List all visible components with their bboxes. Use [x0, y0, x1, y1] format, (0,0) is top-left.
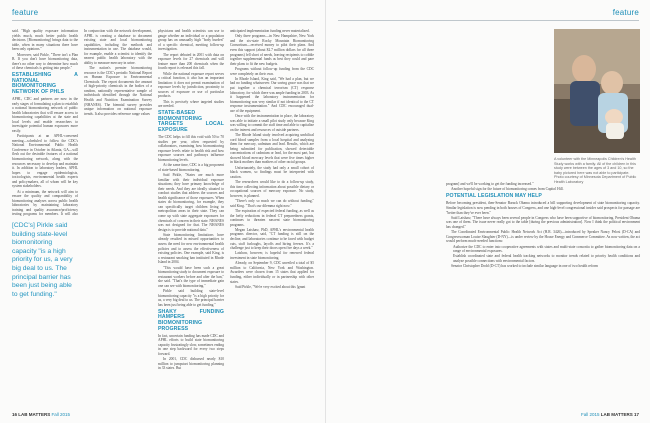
paragraph: The Coordinated Environmental Public Health Network Act (H.R. 3426)—introduced by Speaker Nancy Pelosi (D-CA) and Congresswoman Louise Slaughter (D-NY)—is under review by the House Energy and Commerce Committee. As now written, the act would perform much-needed functions:: [446, 230, 640, 244]
paragraph: The expiration of expected federal funding, as well as the hefty reductions in federal CT preparedness grants, continues to threaten nascent state biomonitoring programs.: [230, 208, 314, 227]
issue-season: Fall 2015: [581, 412, 600, 417]
section-tag: feature: [612, 8, 639, 17]
section-heading: ESTABLISHING A NATIONAL BIOMONITORING NETWORK OF PHLS: [12, 72, 78, 95]
paragraph: Pirkle said building state-level biomonitoring capacity "is a high priority for us, a very big deal to us. The principal barrier has been just being able to get funding.": [158, 289, 224, 307]
paragraph: Said Latshaw, "There have always been several people in Congress who have been supportive of biomonitoring. President Obama was one of them. The issue never really got to the table [during the previous administration]. Now I think the political environment has changed.": [446, 215, 640, 230]
paragraph: At the same time, CDC is a big proponent of state-based biomonitoring.: [158, 163, 224, 172]
paragraph: The researchers would like to do a follow-up study, this time collecting information about possible dietary or occupational sources of mercury exposure. No study, however, is planned.: [230, 180, 314, 198]
paragraph: Megan Latshaw, PhD, APHL's environmental health programs director, said, "CT funding is still on the decline, and laboratories continue to be faced with budget cuts, staff furloughs, layoffs and hiring freezes. It's a challenge just to keep their doors open five days a week.": [230, 227, 314, 251]
paragraph: program] and we'll be working to get the funding increased.": [446, 182, 534, 186]
article-column-4: [230, 29, 314, 409]
paragraph: In conjunction with the network development, APHL is creating a database to document existing state and local biomonitoring capabilities, including the methods and instrumentation in use. The database would, for example, enable a scientist to identify the nearest public health laboratory with the ability to measure mercury in urine.: [84, 29, 152, 65]
magazine-title: LAB MATTERS: [18, 412, 51, 417]
list-item: • Establish coordinated state and federal health tracking networks to monitor trends related to priority health conditions and analyze possible connections with environmental factors.: [453, 254, 640, 263]
pull-quote: [CDC's] Pirkle said building state-level biomonitoring capacity "is a high priority for us, a very big deal to us. The principal barrier has been just being able to get funding.": [12, 222, 73, 298]
page-number: 16: [12, 412, 18, 417]
paragraph: said. "High quality exposure information yields much, much better public health decisions. [Biomonitoring] brings data to the table, when in many situations there have been only opinions.": [12, 29, 78, 52]
paragraph: Senator Christopher Dodd (D-CT) has worked to include similar language in one of two health reform: [451, 264, 599, 269]
magazine-title: LAB MATTERS: [600, 412, 633, 417]
page-number: 17: [633, 412, 639, 417]
section-heading: STATE-BASED BIOMONITORING TARGETS LOCAL EXPOSURE: [158, 110, 224, 133]
paragraph: Programs without follow-up funding from the CDC were completely on their own.: [230, 66, 314, 76]
article-column-1: [12, 29, 78, 217]
paragraph: physicians and health scientists can use to gauge whether an individual or a population group has an unusually high "body burden" of a specific chemical, meriting follow-up investigation.: [158, 29, 224, 52]
section-tag: feature: [12, 8, 39, 17]
paragraph: The report debuted in 2001 with data on exposure levels for 27 chemicals and will feature more than 200 chemicals when the fourth report is released this fall.: [158, 52, 224, 71]
article-column-3: [158, 29, 224, 409]
paragraph: Said Pirkle, "States are much more familiar with their individual exposure situations; they have primary knowledge of their needs. And they are ideally situated to conduct studies that address the sources and health significance of those exposures. When states do biomonitoring, for example, they can specifically target children living in metropolitan areas in their state. They can come up with state aggregate exposures for chemicals of concern in their state. NHANES was not designed for that. The NHANES design is to provide national data.": [158, 173, 224, 232]
paragraph: "There's only so much we can do without funding," said King. "That's our dilemma right now.": [230, 199, 314, 208]
paragraph: The nation's premier biomonitoring resource is the CDC's periodic National Report on Human Exposure to Environmental Chemicals. The report documents the amount of high-priority chemicals in the bodies of a random, nationally representative sample of individuals identified through the National Health and Nutrition Examination Survey (NHANES). The biennial survey provides unique information on national exposure trends. It also provides reference range values: [84, 66, 152, 116]
photo-illustration: [554, 29, 640, 153]
paragraph: "This would have been such a great biomonitoring study to document exposure to restaurant workers before and after the ban," she said. "That's the type of immediate gain one can see with biomonitoring.": [158, 265, 224, 288]
section-heading: POTENTIAL LEGISLATION MAY HELP: [446, 193, 542, 200]
bullet-list: [446, 245, 640, 264]
list-item: • Authorize the CDC to enter into cooperative agreements with states and multi-state consortia to gather biomonitoring data on a range of environmental exposures.: [453, 245, 640, 254]
paragraph: In 2001, CDC disbursed nearly $10 million to jumpstart biomonitoring planning in 33 states. But: [158, 357, 224, 371]
paragraph: In Rhode Island, King said, "We had a plan, but we had no funding whatsoever. Our saving grace was that we put together a chemical terrorism (CT) response laboratory, for which there was ample funding in 2003. As it happened the laboratory instrumentation for biomonitoring was very similar if not identical to the CT response instrumentation." And CDC encouraged dual-use of the equipment.: [230, 76, 314, 113]
paragraph: In fact, uncertain funding has made CDC and APHL efforts to build state biomonitoring capacity frustratingly slow, sometimes ending in one step backward for every two steps forward.: [158, 333, 224, 356]
section-heading: SHAKY FUNDING HAMPERS BIOMONITORING PROGRESS: [158, 308, 224, 332]
family-photo: [554, 29, 640, 153]
paragraph: Unfortunately, the study had only a small cohort of black women, so findings must be interpreted with caution.: [230, 165, 314, 179]
paragraph: Moreover, said Pirkle, "There isn't a Plan B. If you don't have biomonitoring data, there's no other way to determine how much of these chemicals is getting into people.": [12, 52, 78, 71]
paragraph: Already, on September 9, CDC unveiled a total of $5 million to California, New York and Washington. Awardees were chosen from 15 states that applied for funding, either individually or in partnership with other states.: [230, 261, 314, 284]
paragraph: At a minimum, the network will aim to ensure the quality and comparability of biomonitoring analyses across public health laboratories by maintaining laboratory training and quality assurance/proficiency testing programs for members. It will also: [12, 189, 78, 217]
paragraph: anticipated implementation funding never materialized.: [230, 29, 310, 33]
photo-caption: A volunteer with the Minneapolis Children's Health Study works with a family. All of the children in this study were between the ages of 3 and 10, so the baby pictured here was not able to participate. Photo courtesy of Minnesota Department of Public Health Laboratory: [554, 157, 637, 184]
page-footer: [581, 412, 639, 417]
issue-season: Fall 2015: [51, 412, 70, 417]
paragraph: Before becoming president, then-Senator Barack Obama introduced a bill supporting development of state biomonitoring capacity. Similar legislation is now pending in both houses of Congress, and one high-level congressional insider said prospects for passage are "better than they've ever been.": [446, 201, 640, 215]
paragraph: Latshaw, however, is hopeful for renewed federal investment in state biomonitoring.: [230, 251, 314, 261]
paragraph: Said Pirkle, "We're very excited about this [grant: [235, 284, 306, 289]
paragraph: While the national exposure report serves a critical function, it also has an important limitation: it does not permit examination of exposure levels by jurisdiction, proximity to sources of exposure or use of particular products.: [158, 71, 224, 99]
paragraph: The Rhode Island study involved acquiring umbilical cord blood samples from a local hospital and analyzing them for mercury, cadmium and lead. Results, which are being submitted for publication, showed detectable concentrations of cadmium or lead, for the most part, but showed blood mercury levels that were five times higher in black mothers than mothers of other racial groups.: [230, 133, 314, 165]
paragraph: APHL, CDC and partners are now in the early stages of formulating a plan to establish a national biomonitoring network of public health laboratories that will ensure access to biomonitoring capabilities at the state and local levels and enable researchers to investigate potential human exposures more easily.: [12, 97, 78, 133]
paragraph: Only three programs—in New Hampshire, New York and the six-state Rocky Mountain Biomonitoring Consortium—received money to pilot their plans. And even this support (about $2.7 million dollars for all three programs) fell short of needs, leaving recipients to cobble together supplemental funds as best they could and pare their plans to fit the new budgets.: [230, 34, 314, 66]
article-column-6: [446, 182, 640, 409]
header-rule: [338, 20, 639, 21]
right-page: [325, 0, 650, 423]
paragraph: State biomonitoring limitations have already resulted in missed opportunities to assess the need for new environmental health policies and to assess the effectiveness of existing policies. One example, said King, is a restaurant smoking ban instituted in Rhode Island in 2004.: [158, 232, 224, 265]
page-footer: [12, 412, 70, 417]
paragraph: Another hopeful sign for the future of biomonitoring comes from Capitol Hill.: [451, 187, 564, 192]
header-rule: [12, 20, 313, 21]
paragraph: Participants at an APHL-convened meeting—scheduled to follow the CDC's National Environmental Public Health Conference in October in Atlanta, GA—will flesh out the desirable features of a national biomonitoring network, along with the resources necessary to develop and maintain it. In addition to laboratory leaders, APHL hopes to engage epidemiologists, toxicologists, environmental health experts and policymakers, all of whom will be key system stakeholders.: [12, 134, 78, 189]
paragraph: The CDC helps to fill this void with 50 to 70 studies per year, often requested by collaborators, examining how biomonitoring exposure levels relate to health risk and how exposure sources and pathways influence biomonitoring levels.: [158, 135, 224, 162]
article-column-2: [84, 29, 152, 409]
paragraph: Once with the instrumentation in place, the laboratory was able to initiate a small pilot study only because King was willing to commit the staff time and able to capitalize on the interest and resources of outside partners.: [230, 114, 314, 132]
paragraph: This is precisely where targeted studies are needed.: [158, 99, 224, 109]
